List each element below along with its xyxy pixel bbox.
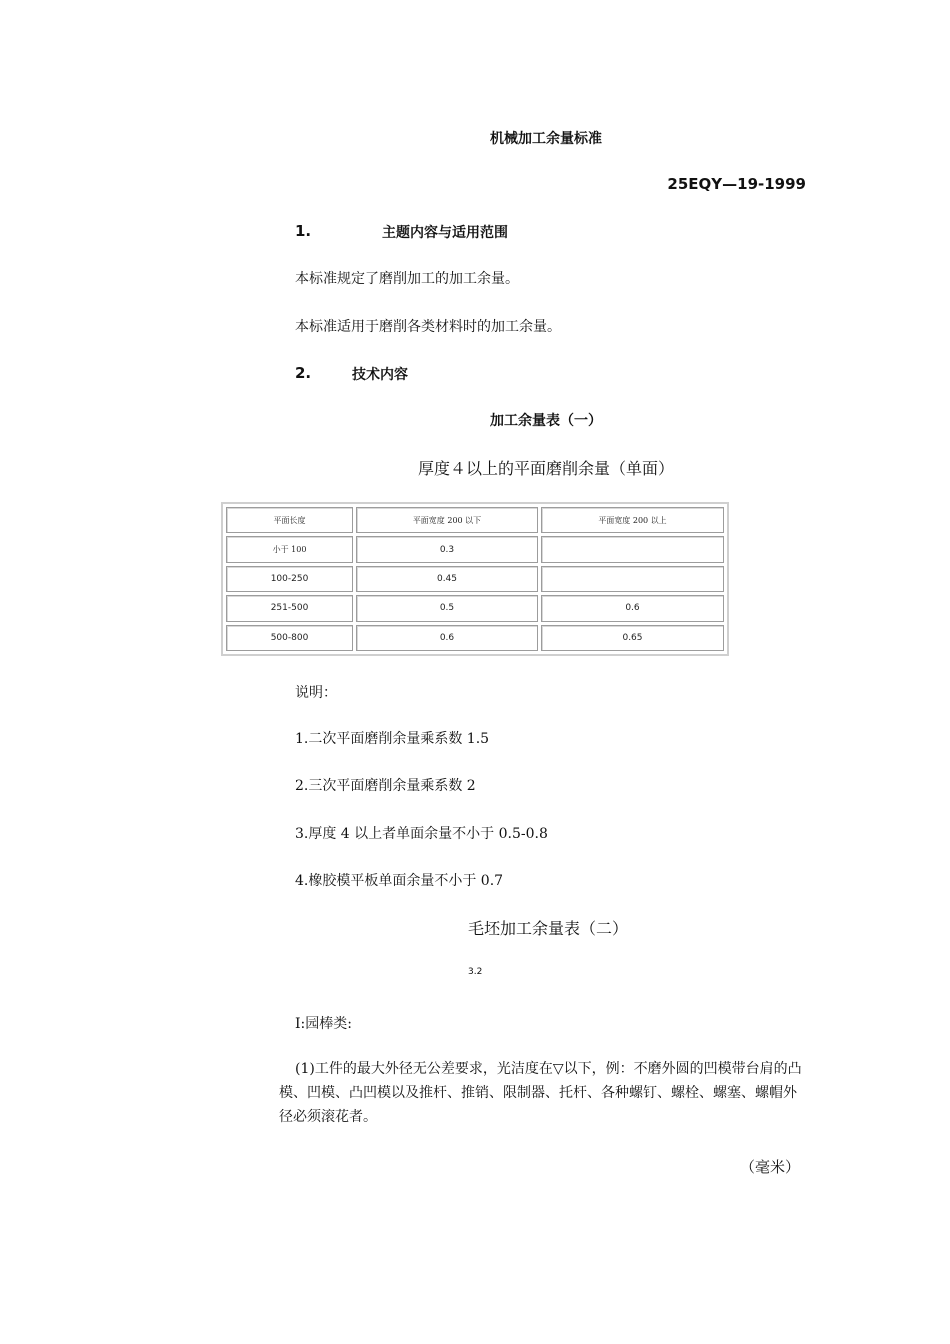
section-2-number: 2. bbox=[295, 364, 312, 382]
table-cell: 100-250 bbox=[226, 566, 353, 592]
table-cell: 0.65 bbox=[541, 625, 724, 651]
table-cell: 0.3 bbox=[356, 536, 538, 562]
table-cell: 0.6 bbox=[356, 625, 538, 651]
table-1-subtitle: 厚度４以上的平面磨削余量（单面） bbox=[418, 459, 675, 478]
table-cell: 251-500 bbox=[226, 595, 353, 621]
document-title: 机械加工余量标准 bbox=[490, 131, 602, 147]
table-header-row bbox=[226, 507, 724, 533]
standard-code: 25EQY—19-1999 bbox=[667, 175, 806, 193]
scope-paragraph-2: 本标准适用于磨削各类材料时的加工余量。 bbox=[295, 319, 561, 335]
table-cell bbox=[541, 536, 724, 562]
notes-heading: 说明： bbox=[295, 685, 337, 701]
table-cell bbox=[541, 566, 724, 592]
table-row bbox=[226, 566, 724, 592]
note-item-2: 2.三次平面磨削余量乘系数 2 bbox=[295, 778, 476, 794]
table-1-title: 加工余量表（一） bbox=[490, 413, 602, 429]
round-bar-paragraph: (1)工件的最大外径无公差要求，光洁度在▽以下，例：不磨外圆的凹模带台肩的凸模、凹模、凸凹模以及推杆、推销、限制器、托杆、各种螺钉、螺栓、螺塞、螺帽外径必须滚花者。 bbox=[279, 1061, 802, 1125]
scope-paragraph-1: 本标准规定了磨削加工的加工余量。 bbox=[295, 271, 519, 287]
table-row bbox=[226, 595, 724, 621]
unit-label: （毫米） bbox=[739, 1158, 800, 1176]
category-heading: I:园棒类: bbox=[295, 1016, 352, 1032]
header-cell-width-below-200: 平面宽度 200 以下 bbox=[356, 507, 538, 533]
section-1-title: 主题内容与适用范围 bbox=[382, 225, 508, 241]
table-row bbox=[226, 536, 724, 562]
note-item-1: 1.二次平面磨削余量乘系数 1.5 bbox=[295, 731, 490, 747]
header-cell-width-above-200: 平面宽度 200 以上 bbox=[541, 507, 724, 533]
note-item-3: 3.厚度 4 以上者单面余量不小于 0.5-0.8 bbox=[295, 826, 548, 842]
table-cell: 0.5 bbox=[356, 595, 538, 621]
table-cell: 小于 100 bbox=[226, 536, 353, 562]
allowance-grid bbox=[223, 504, 727, 654]
section-2-title: 技术内容 bbox=[352, 367, 408, 383]
allowance-table bbox=[221, 502, 729, 656]
table-cell: 500-800 bbox=[226, 625, 353, 651]
table-row bbox=[226, 625, 724, 651]
section-number-label: 3.2 bbox=[468, 967, 483, 977]
note-item-4: 4.橡胶模平板单面余量不小于 0.7 bbox=[295, 873, 504, 889]
section-1-number: 1. bbox=[295, 222, 312, 240]
header-cell-length: 平面长度 bbox=[226, 507, 353, 533]
table-cell: 0.6 bbox=[541, 595, 724, 621]
table-2-title: 毛坯加工余量表（二） bbox=[468, 919, 629, 938]
table-cell: 0.45 bbox=[356, 566, 538, 592]
